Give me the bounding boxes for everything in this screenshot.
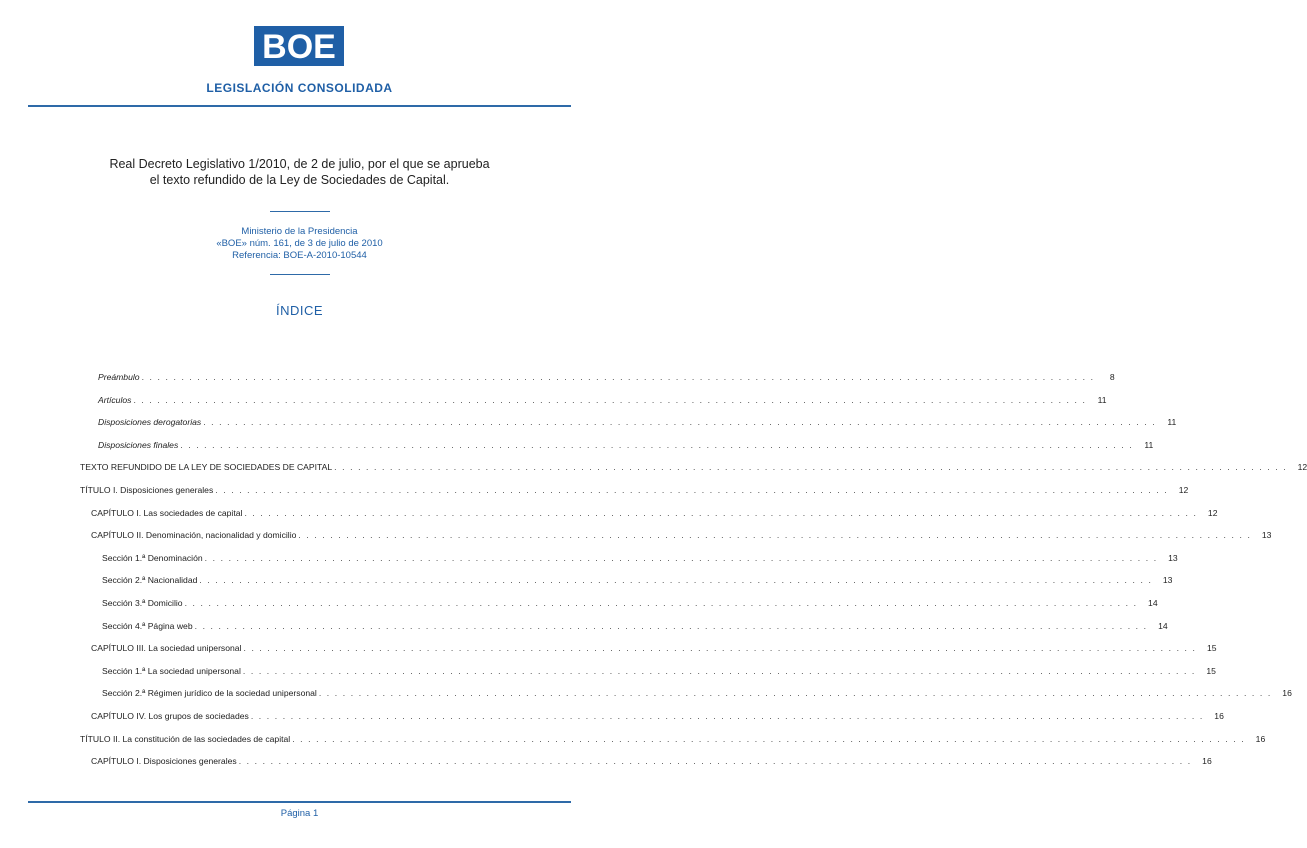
toc-row[interactable] <box>102 549 1178 563</box>
document-title-line1: Real Decreto Legislativo 1/2010, de 2 de julio, por el que se aprueba <box>109 157 490 171</box>
document-title <box>0 156 599 188</box>
toc-row-leader: . . . . . . . . . . . . . . . . . . . . . . . . . . . . . . . . . . . . . . . . . . . . . . . . . . . . . . . . . . . . . . . . . . . . . . . . . . . . . . . . . . . . . . . . . . . . . . . . . . . . . . . . . . . . . . . . . . . . . . . . <box>184 598 1138 608</box>
toc-row[interactable] <box>102 571 1173 586</box>
toc-row[interactable] <box>80 458 1307 473</box>
toc-row-leader: . . . . . . . . . . . . . . . . . . . . . . . . . . . . . . . . . . . . . . . . . . . . . . . . . . . . . . . . . . . . . . . . . . . . . . . . . . . . . . . . . . . . . . . . . . . . . . . . . . . . . . . . . . . . . . . . . . . . . . . . <box>244 507 1198 518</box>
toc-row-label: TEXTO REFUNDIDO DE LA LEY DE SOCIEDADES DE CAPITAL <box>80 462 333 473</box>
toc-row-label: TÍTULO II. La constitución de las sociedades de capital <box>80 733 291 744</box>
header-title: LEGISLACIÓN CONSOLIDADA <box>206 81 393 95</box>
toc-row-leader: . . . . . . . . . . . . . . . . . . . . . . . . . . . . . . . . . . . . . . . . . . . . . . . . . . . . . . . . . . . . . . . . . . . . . . . . . . . . . . . . . . . . . . . . . . . . . . . . . . . . . . . . . . . . . . . . . . . . . . . . <box>133 394 1087 405</box>
toc-row[interactable] <box>80 481 1189 495</box>
toc-row[interactable] <box>91 752 1212 767</box>
toc-row-leader: . . . . . . . . . . . . . . . . . . . . . . . . . . . . . . . . . . . . . . . . . . . . . . . . . . . . . . . . . . . . . . . . . . . . . . . . . . . . . . . . . . . . . . . . . . . . . . . . . . . . . . . . . . . . . . . . . . . . . . . . <box>215 485 1169 495</box>
toc-row-label: Sección 2.ª Nacionalidad <box>102 575 198 586</box>
toc-row-label: Artículos <box>98 394 132 405</box>
toc-row-label: CAPÍTULO IV. Los grupos de sociedades <box>91 711 249 721</box>
toc-row-page: 15 <box>1206 643 1217 654</box>
toc-row-page: 12 <box>1207 507 1218 518</box>
toc-row-leader: . . . . . . . . . . . . . . . . . . . . . . . . . . . . . . . . . . . . . . . . . . . . . . . . . . . . . . . . . . . . . . . . . . . . . . . . . . . . . . . . . . . . . . . . . . . . . . . . . . . . . . . . . . . . . . . . . . . . . . . . <box>292 733 1246 744</box>
divider-top <box>270 211 330 212</box>
toc-row-leader: . . . . . . . . . . . . . . . . . . . . . . . . . . . . . . . . . . . . . . . . . . . . . . . . . . . . . . . . . . . . . . . . . . . . . . . . . . . . . . . . . . . . . . . . . . . . . . . . . . . . . . . . . . . . . . . . . . . . . . . . <box>242 665 1196 676</box>
boe-logo-text: BOE <box>262 28 336 66</box>
toc-row-leader: . . . . . . . . . . . . . . . . . . . . . . . . . . . . . . . . . . . . . . . . . . . . . . . . . . . . . . . . . . . . . . . . . . . . . . . . . . . . . . . . . . . . . . . . . . . . . . . . . . . . . . . . . . . . . . . . . . . . . . . . <box>298 530 1252 541</box>
divider-bottom <box>270 274 330 275</box>
toc-row-page: 14 <box>1148 598 1158 608</box>
boe-logo <box>254 26 344 66</box>
toc-row-leader: . . . . . . . . . . . . . . . . . . . . . . . . . . . . . . . . . . . . . . . . . . . . . . . . . . . . . . . . . . . . . . . . . . . . . . . . . . . . . . . . . . . . . . . . . . . . . . . . . . . . . . . . . . . . . . . . . . . . . . . . <box>203 417 1157 428</box>
page-number: Página 1 <box>280 808 319 819</box>
document-title-line2: el texto refundido de la Ley de Sociedades de Capital. <box>149 173 450 187</box>
toc-row-page: 16 <box>1202 756 1212 767</box>
toc-row-page: 16 <box>1255 733 1266 744</box>
toc-row-page: 8 <box>1109 372 1115 382</box>
toc-row[interactable] <box>98 413 1177 428</box>
document-reference: Referencia: BOE-A-2010-10544 <box>232 250 367 261</box>
header-rule <box>28 105 571 107</box>
toc-row[interactable] <box>91 639 1217 654</box>
toc-row[interactable] <box>102 617 1168 631</box>
toc-row-page: 16 <box>1214 711 1224 721</box>
toc-row-label: Sección 1.ª La sociedad unipersonal <box>102 665 241 676</box>
toc-row-leader: . . . . . . . . . . . . . . . . . . . . . . . . . . . . . . . . . . . . . . . . . . . . . . . . . . . . . . . . . . . . . . . . . . . . . . . . . . . . . . . . . . . . . . . . . . . . . . . . . . . . . . . . . . . . . . . . . . . . . . . . <box>318 688 1272 699</box>
toc-row-page: 11 <box>1167 417 1177 428</box>
ministry: Ministerio de la Presidencia <box>241 226 358 237</box>
toc-row[interactable] <box>98 391 1107 405</box>
toc-row-page: 11 <box>1097 394 1107 405</box>
toc-row-page: 13 <box>1261 530 1272 541</box>
toc-row-page: 13 <box>1162 575 1173 586</box>
toc-row-leader: . . . . . . . . . . . . . . . . . . . . . . . . . . . . . . . . . . . . . . . . . . . . . . . . . . . . . . . . . . . . . . . . . . . . . . . . . . . . . . . . . . . . . . . . . . . . . . . . . . . . . . . . . . . . . . . . . . . . . . . . <box>180 439 1134 450</box>
toc-row-label: TÍTULO I. Disposiciones generales <box>80 485 214 495</box>
toc-row[interactable] <box>91 504 1218 518</box>
toc-row[interactable] <box>98 436 1154 450</box>
toc-row[interactable] <box>102 594 1158 608</box>
toc-row[interactable] <box>102 662 1216 676</box>
toc-row-page: 12 <box>1297 462 1307 473</box>
toc-row-label: Preámbulo <box>98 372 140 382</box>
boe-reference: «BOE» núm. 161, de 3 de julio de 2010 <box>216 238 383 249</box>
toc-row-label: Sección 3.ª Domicilio <box>102 598 183 608</box>
toc-row-leader: . . . . . . . . . . . . . . . . . . . . . . . . . . . . . . . . . . . . . . . . . . . . . . . . . . . . . . . . . . . . . . . . . . . . . . . . . . . . . . . . . . . . . . . . . . . . . . . . . . . . . . . . . . . . . . . . . . . . . . . . <box>250 711 1204 721</box>
toc-row-leader: . . . . . . . . . . . . . . . . . . . . . . . . . . . . . . . . . . . . . . . . . . . . . . . . . . . . . . . . . . . . . . . . . . . . . . . . . . . . . . . . . . . . . . . . . . . . . . . . . . . . . . . . . . . . . . . . . . . . . . . . <box>238 756 1192 767</box>
toc-row-label: CAPÍTULO I. Disposiciones generales <box>91 756 237 767</box>
toc-row-label: Disposiciones finales <box>98 439 179 450</box>
toc-row-leader: . . . . . . . . . . . . . . . . . . . . . . . . . . . . . . . . . . . . . . . . . . . . . . . . . . . . . . . . . . . . . . . . . . . . . . . . . . . . . . . . . . . . . . . . . . . . . . . . . . . . . . . . . . . . . . . . . . . . . . . . <box>204 552 1158 563</box>
toc-row-leader: . . . . . . . . . . . . . . . . . . . . . . . . . . . . . . . . . . . . . . . . . . . . . . . . . . . . . . . . . . . . . . . . . . . . . . . . . . . . . . . . . . . . . . . . . . . . . . . . . . . . . . . . . . . . . . . . . . . . . . . . <box>199 575 1153 586</box>
toc-row[interactable] <box>102 684 1292 699</box>
toc-row[interactable] <box>91 707 1224 721</box>
toc-row-label: Disposiciones derogatorias <box>98 417 202 428</box>
toc-row-page: 16 <box>1282 688 1292 699</box>
toc-row-page: 15 <box>1206 665 1216 676</box>
toc-row-label: Sección 2.ª Régimen jurídico de la sociedad unipersonal <box>102 688 317 699</box>
toc-row-page: 12 <box>1178 485 1189 495</box>
toc-row-page: 11 <box>1144 439 1154 450</box>
toc-row-label: Sección 4.ª Página web <box>102 620 193 631</box>
toc-row-leader: . . . . . . . . . . . . . . . . . . . . . . . . . . . . . . . . . . . . . . . . . . . . . . . . . . . . . . . . . . . . . . . . . . . . . . . . . . . . . . . . . . . . . . . . . . . . . . . . . . . . . . . . . . . . . . . . . . . . . . . . <box>194 620 1148 631</box>
toc-row-leader: . . . . . . . . . . . . . . . . . . . . . . . . . . . . . . . . . . . . . . . . . . . . . . . . . . . . . . . . . . . . . . . . . . . . . . . . . . . . . . . . . . . . . . . . . . . . . . . . . . . . . . . . . . . . . . . . . . . . . . . . <box>141 372 1095 382</box>
toc-row-label: CAPÍTULO III. La sociedad unipersonal <box>91 643 242 654</box>
toc-row[interactable] <box>91 526 1272 541</box>
toc-row-label: CAPÍTULO I. Las sociedades de capital <box>91 507 243 518</box>
toc-row[interactable] <box>98 368 1115 382</box>
toc-row-label: Sección 1.ª Denominación <box>102 552 203 563</box>
toc-row[interactable] <box>80 730 1266 744</box>
footer-rule <box>28 801 571 803</box>
toc-row-label: CAPÍTULO II. Denominación, nacionalidad y domicilio <box>91 530 297 541</box>
index-heading: ÍNDICE <box>275 303 324 318</box>
toc-row-leader: . . . . . . . . . . . . . . . . . . . . . . . . . . . . . . . . . . . . . . . . . . . . . . . . . . . . . . . . . . . . . . . . . . . . . . . . . . . . . . . . . . . . . . . . . . . . . . . . . . . . . . . . . . . . . . . . . . . . . . . . <box>243 643 1197 654</box>
toc-row-page: 14 <box>1158 620 1168 631</box>
document-metadata <box>0 226 599 262</box>
toc-row-page: 13 <box>1168 552 1178 563</box>
toc-row-leader: . . . . . . . . . . . . . . . . . . . . . . . . . . . . . . . . . . . . . . . . . . . . . . . . . . . . . . . . . . . . . . . . . . . . . . . . . . . . . . . . . . . . . . . . . . . . . . . . . . . . . . . . . . . . . . . . . . . . . . . . <box>334 462 1288 473</box>
